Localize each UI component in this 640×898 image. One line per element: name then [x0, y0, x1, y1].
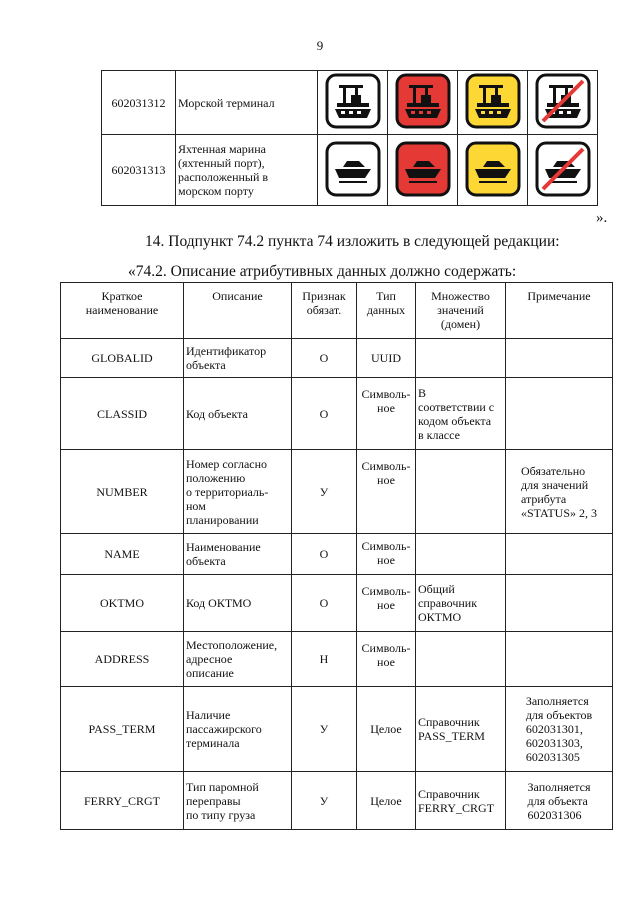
cell-short-name: OKTMO [61, 575, 184, 632]
cell-required: Н [292, 632, 357, 687]
yacht-marina-icon [318, 135, 388, 206]
cell-short-name: NAME [61, 534, 184, 575]
cell-data-type: Символь- ное [357, 575, 416, 632]
cell-description: Код объекта [184, 378, 292, 450]
cell-note [506, 575, 613, 632]
cell-note [506, 534, 613, 575]
symbol-name: Яхтенная марина (яхтенный порт), расположенный в морском порту [176, 135, 318, 206]
cell-short-name: ADDRESS [61, 632, 184, 687]
cell-note [506, 378, 613, 450]
cell-domain [416, 534, 506, 575]
sea-terminal-crossed-icon [528, 71, 598, 135]
cell-required: У [292, 772, 357, 830]
yacht-marina-icon [458, 135, 528, 206]
table-row [61, 575, 613, 632]
note-text: Заполняется для объекта 602031306 [527, 779, 591, 822]
page-number: 9 [316, 38, 324, 53]
cell-short-name: NUMBER [61, 450, 184, 534]
sea-terminal-icon [318, 71, 388, 135]
table-row [61, 339, 613, 378]
header-row [61, 283, 613, 339]
cell-short-name: PASS_TERM [61, 687, 184, 772]
cell-note [506, 339, 613, 378]
attribute-table [60, 282, 613, 830]
header-note: Примечание [506, 283, 613, 339]
cell-required: У [292, 450, 357, 534]
cell-description: Наименование объекта [184, 534, 292, 575]
cell-domain: Справочник FERRY_CRGT [416, 772, 506, 830]
table-row [61, 378, 613, 450]
quote-close: ». [596, 210, 608, 226]
cell-data-type: Символь- ное [357, 632, 416, 687]
symbol-table [101, 70, 598, 206]
yacht-marina-crossed-icon [528, 135, 598, 206]
sea-terminal-icon [458, 71, 528, 135]
paragraph-amendment: 14. Подпункт 74.2 пункта 74 изложить в следующей редакции: [145, 233, 560, 250]
table-row [61, 687, 613, 772]
header-domain: Множество значений (домен) [416, 283, 506, 339]
cell-data-type: Целое [357, 687, 416, 772]
cell-description: Номер согласно положению о территориаль- ном планировании [184, 450, 292, 534]
cell-domain [416, 450, 506, 534]
cell-note [506, 772, 613, 830]
cell-description: Тип паромной переправы по типу груза [184, 772, 292, 830]
cell-domain: В соответствии с кодом объекта в классе [416, 378, 506, 450]
cell-domain: Справочник PASS_TERM [416, 687, 506, 772]
cell-required: О [292, 534, 357, 575]
symbol-row [102, 71, 598, 135]
cell-required: О [292, 339, 357, 378]
table-row [61, 772, 613, 830]
yacht-marina-icon [388, 135, 458, 206]
cell-domain: Общий справочник ОКТМО [416, 575, 506, 632]
cell-note [506, 687, 613, 772]
cell-required: О [292, 575, 357, 632]
note-text: Заполняется для объектов 602031301, 602031303, 602031305 [525, 694, 593, 764]
cell-note [506, 632, 613, 687]
cell-short-name: FERRY_CRGT [61, 772, 184, 830]
cell-description: Код ОКТМО [184, 575, 292, 632]
symbol-code: 602031312 [102, 71, 176, 135]
cell-data-type: Символь- ное [357, 534, 416, 575]
table-row [61, 534, 613, 575]
table-row [61, 632, 613, 687]
sea-terminal-icon [388, 71, 458, 135]
cell-domain [416, 339, 506, 378]
paragraph-section-title: «74.2. Описание атрибутивных данных должно содержать: [128, 263, 517, 280]
cell-description: Местоположение, адресное описание [184, 632, 292, 687]
header-data-type: Тип данных [357, 283, 416, 339]
symbol-code: 602031313 [102, 135, 176, 206]
cell-description: Идентификатор объекта [184, 339, 292, 378]
symbol-name: Морской терминал [176, 71, 318, 135]
symbol-row [102, 135, 598, 206]
cell-data-type: Целое [357, 772, 416, 830]
cell-description: Наличие пассажирского терминала [184, 687, 292, 772]
cell-short-name: CLASSID [61, 378, 184, 450]
note-text: Обязательно для значений атрибута «STATUS» 2, 3 [520, 463, 598, 520]
cell-data-type: Символь- ное [357, 378, 416, 450]
table-row [61, 450, 613, 534]
cell-note [506, 450, 613, 534]
header-required: Признак обязат. [292, 283, 357, 339]
cell-required: О [292, 378, 357, 450]
header-short-name: Краткое наименование [61, 283, 184, 339]
cell-short-name: GLOBALID [61, 339, 184, 378]
cell-data-type: Символь- ное [357, 450, 416, 534]
cell-domain [416, 632, 506, 687]
cell-required: У [292, 687, 357, 772]
header-description: Описание [184, 283, 292, 339]
cell-data-type: UUID [357, 339, 416, 378]
